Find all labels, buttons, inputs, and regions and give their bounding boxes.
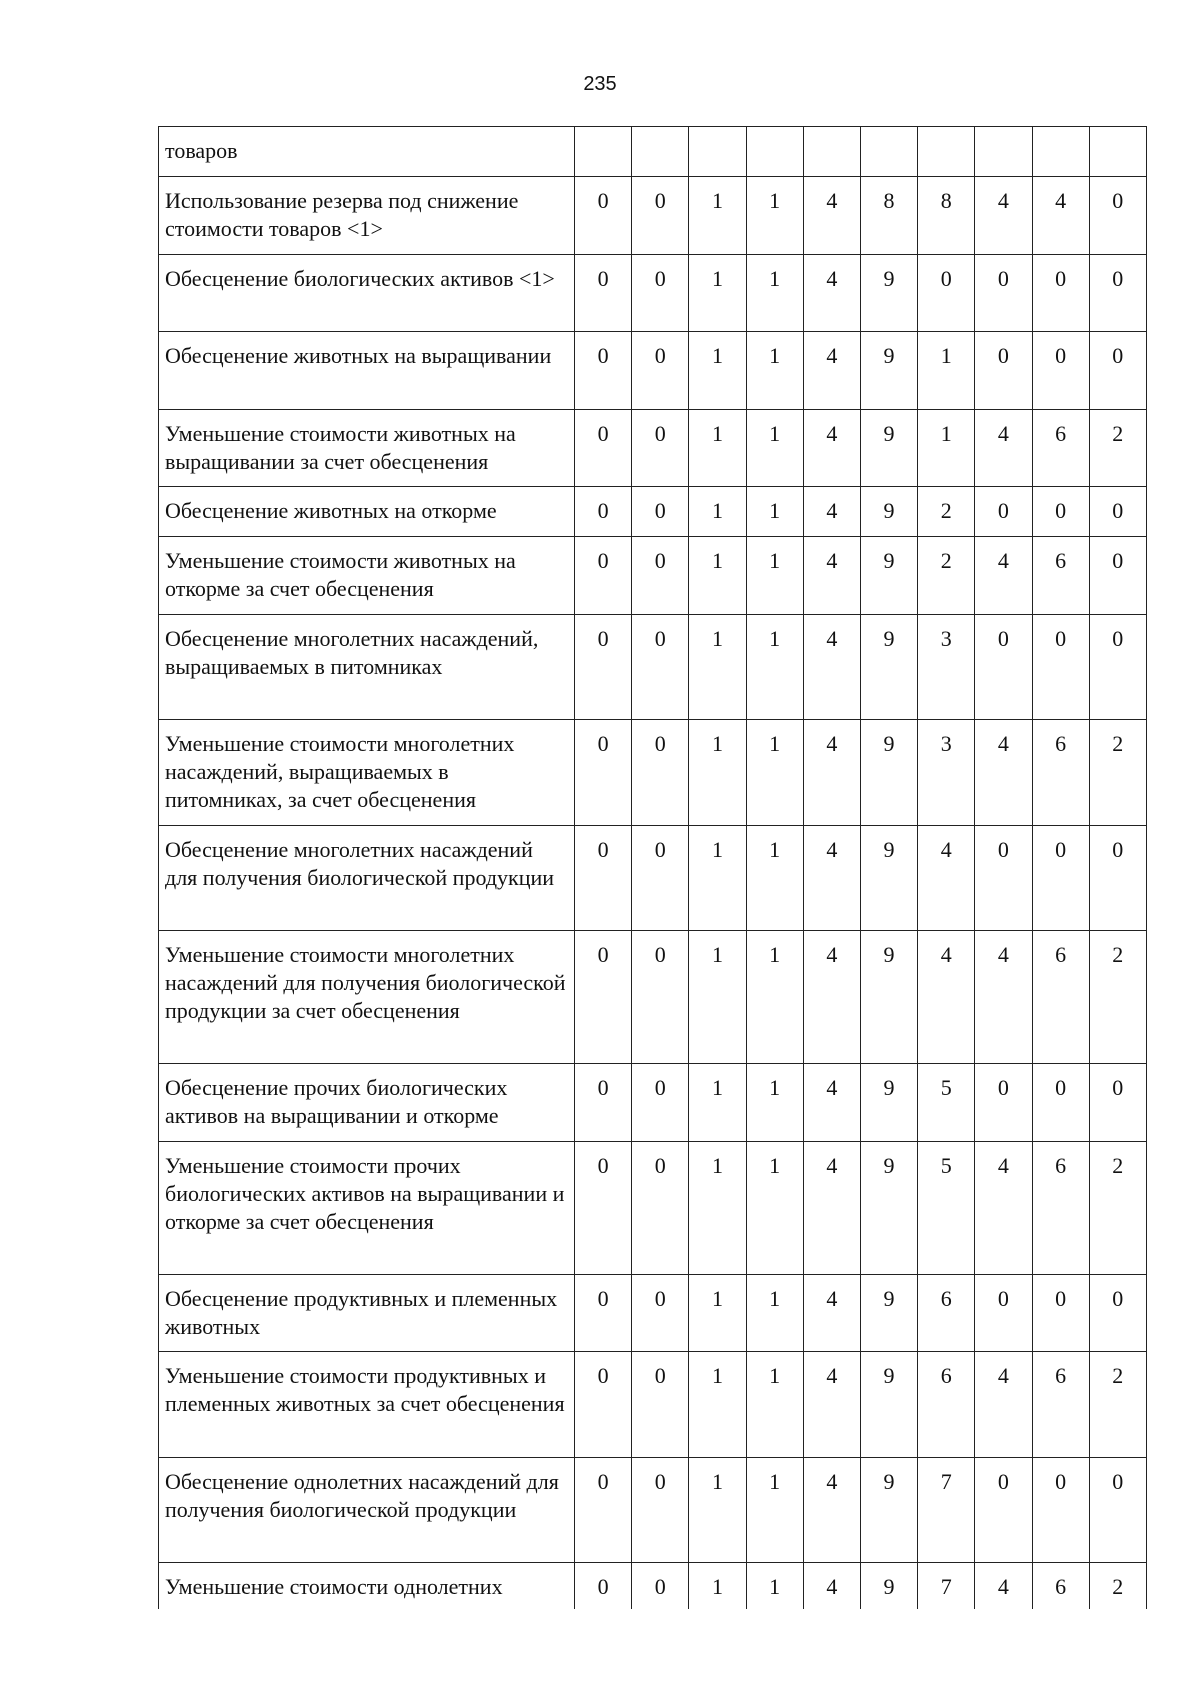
code-digit-cell: 1 bbox=[689, 1064, 746, 1142]
code-digit-cell: 0 bbox=[1089, 826, 1146, 931]
code-digit-cell: 0 bbox=[575, 826, 632, 931]
code-digit-cell: 6 bbox=[1032, 1563, 1089, 1609]
code-digit-cell: 4 bbox=[975, 720, 1032, 826]
code-digit-cell: 0 bbox=[632, 720, 689, 826]
code-digit-cell: 0 bbox=[575, 1458, 632, 1563]
code-digit-cell: 4 bbox=[803, 255, 860, 332]
code-digit-cell: 0 bbox=[1089, 332, 1146, 410]
code-digit-cell: 1 bbox=[689, 487, 746, 537]
table-body bbox=[159, 127, 1147, 1609]
code-digit-cell: 9 bbox=[860, 1458, 917, 1563]
code-digit-cell: 1 bbox=[746, 1064, 803, 1142]
code-digit-cell: 9 bbox=[860, 410, 917, 487]
code-digit-cell: 4 bbox=[803, 615, 860, 720]
code-digit-cell: 2 bbox=[1089, 1563, 1146, 1609]
code-digit-cell: 1 bbox=[918, 332, 975, 410]
table-row bbox=[159, 255, 1147, 332]
code-digit-cell: 0 bbox=[1089, 1458, 1146, 1563]
code-digit-cell: 0 bbox=[575, 410, 632, 487]
code-digit-cell: 0 bbox=[975, 332, 1032, 410]
code-digit-cell: 0 bbox=[632, 255, 689, 332]
code-digit-cell: 1 bbox=[918, 410, 975, 487]
code-digit-cell: 6 bbox=[1032, 1142, 1089, 1275]
row-label: Обесценение прочих биологических активов на выращивании и откорме bbox=[159, 1064, 575, 1142]
code-digit-cell: 4 bbox=[975, 410, 1032, 487]
code-digit-cell: 4 bbox=[1032, 177, 1089, 255]
code-digit-cell: 0 bbox=[975, 487, 1032, 537]
row-label: Обесценение многолетних насаждений для получения биологической продукции bbox=[159, 826, 575, 931]
code-digit-cell: 1 bbox=[746, 1563, 803, 1609]
code-digit-cell: 6 bbox=[1032, 931, 1089, 1064]
code-digit-cell: 0 bbox=[575, 1142, 632, 1275]
code-digit-cell: 7 bbox=[918, 1563, 975, 1609]
code-digit-cell: 0 bbox=[1089, 1064, 1146, 1142]
code-digit-cell: 1 bbox=[746, 1142, 803, 1275]
table-row bbox=[159, 615, 1147, 720]
table-row bbox=[159, 931, 1147, 1064]
code-digit-cell: 0 bbox=[1032, 615, 1089, 720]
code-digit-cell: 9 bbox=[860, 1352, 917, 1458]
code-digit-cell: 0 bbox=[575, 1563, 632, 1609]
code-digit-cell bbox=[746, 127, 803, 177]
code-digit-cell: 4 bbox=[803, 332, 860, 410]
code-digit-cell: 0 bbox=[1089, 537, 1146, 615]
code-digit-cell: 4 bbox=[803, 487, 860, 537]
code-digit-cell: 9 bbox=[860, 487, 917, 537]
code-digit-cell: 0 bbox=[632, 487, 689, 537]
code-digit-cell: 2 bbox=[1089, 1352, 1146, 1458]
code-digit-cell: 0 bbox=[632, 615, 689, 720]
code-digit-cell: 9 bbox=[860, 1142, 917, 1275]
code-digit-cell bbox=[575, 127, 632, 177]
code-digit-cell: 4 bbox=[918, 826, 975, 931]
code-digit-cell: 1 bbox=[746, 931, 803, 1064]
code-digit-cell: 0 bbox=[575, 931, 632, 1064]
code-digit-cell: 1 bbox=[746, 332, 803, 410]
code-digit-cell: 6 bbox=[1032, 537, 1089, 615]
table-row bbox=[159, 1064, 1147, 1142]
row-label: Обесценение животных на выращивании bbox=[159, 332, 575, 410]
code-digit-cell: 0 bbox=[632, 332, 689, 410]
table-row bbox=[159, 537, 1147, 615]
code-digit-cell bbox=[918, 127, 975, 177]
code-digit-cell: 1 bbox=[746, 615, 803, 720]
code-digit-cell: 0 bbox=[1032, 255, 1089, 332]
code-digit-cell: 9 bbox=[860, 615, 917, 720]
code-digit-cell: 4 bbox=[975, 1563, 1032, 1609]
row-label: Использование резерва под снижение стоимости товаров <1> bbox=[159, 177, 575, 255]
code-digit-cell: 0 bbox=[1089, 615, 1146, 720]
code-digit-cell: 4 bbox=[975, 537, 1032, 615]
code-digit-cell: 1 bbox=[689, 177, 746, 255]
code-digit-cell: 5 bbox=[918, 1142, 975, 1275]
code-digit-cell: 1 bbox=[746, 487, 803, 537]
code-digit-cell: 0 bbox=[575, 255, 632, 332]
code-digit-cell: 0 bbox=[632, 1275, 689, 1352]
code-digit-cell: 4 bbox=[975, 1352, 1032, 1458]
code-digit-cell: 0 bbox=[1032, 1458, 1089, 1563]
code-digit-cell: 6 bbox=[1032, 720, 1089, 826]
code-digit-cell: 7 bbox=[918, 1458, 975, 1563]
code-digit-cell: 9 bbox=[860, 537, 917, 615]
code-digit-cell: 0 bbox=[1032, 487, 1089, 537]
code-digit-cell: 4 bbox=[975, 1142, 1032, 1275]
code-digit-cell: 0 bbox=[632, 1458, 689, 1563]
code-digit-cell: 0 bbox=[575, 487, 632, 537]
code-digit-cell: 1 bbox=[746, 826, 803, 931]
table-row bbox=[159, 1142, 1147, 1275]
code-digit-cell: 1 bbox=[689, 1352, 746, 1458]
code-digit-cell: 0 bbox=[1089, 1275, 1146, 1352]
code-digit-cell: 0 bbox=[975, 255, 1032, 332]
code-digit-cell: 1 bbox=[689, 1142, 746, 1275]
code-digit-cell bbox=[632, 127, 689, 177]
code-digit-cell: 1 bbox=[746, 1275, 803, 1352]
code-digit-cell: 1 bbox=[746, 177, 803, 255]
code-digit-cell: 0 bbox=[1032, 1275, 1089, 1352]
code-digit-cell: 2 bbox=[1089, 410, 1146, 487]
code-digit-cell: 3 bbox=[918, 615, 975, 720]
code-digit-cell bbox=[1032, 127, 1089, 177]
code-digit-cell: 4 bbox=[803, 410, 860, 487]
code-digit-cell: 0 bbox=[632, 1563, 689, 1609]
code-digit-cell: 1 bbox=[689, 1458, 746, 1563]
code-digit-cell: 0 bbox=[1032, 1064, 1089, 1142]
code-digit-cell: 5 bbox=[918, 1064, 975, 1142]
code-digit-cell: 4 bbox=[803, 1563, 860, 1609]
code-digit-cell: 4 bbox=[975, 931, 1032, 1064]
code-digit-cell: 1 bbox=[689, 332, 746, 410]
row-label: Уменьшение стоимости многолетних насаждений для получения биологической продукции за счет обесценения bbox=[159, 931, 575, 1064]
code-digit-cell: 4 bbox=[803, 1064, 860, 1142]
code-digit-cell: 2 bbox=[1089, 1142, 1146, 1275]
code-digit-cell bbox=[975, 127, 1032, 177]
code-digit-cell: 0 bbox=[1032, 332, 1089, 410]
code-digit-cell: 4 bbox=[803, 1275, 860, 1352]
code-digit-cell: 0 bbox=[632, 826, 689, 931]
code-digit-cell: 0 bbox=[1032, 826, 1089, 931]
table-row bbox=[159, 1563, 1147, 1609]
code-digit-cell: 6 bbox=[1032, 410, 1089, 487]
code-digit-cell: 0 bbox=[975, 1458, 1032, 1563]
code-digit-cell: 1 bbox=[746, 1458, 803, 1563]
table-row bbox=[159, 177, 1147, 255]
code-digit-cell: 1 bbox=[746, 255, 803, 332]
code-digit-cell: 0 bbox=[632, 537, 689, 615]
code-digit-cell bbox=[1089, 127, 1146, 177]
row-label: Обесценение животных на откорме bbox=[159, 487, 575, 537]
code-digit-cell: 4 bbox=[918, 931, 975, 1064]
code-digit-cell: 4 bbox=[803, 1142, 860, 1275]
code-digit-cell: 3 bbox=[918, 720, 975, 826]
code-digit-cell: 0 bbox=[575, 537, 632, 615]
code-digit-cell: 0 bbox=[575, 720, 632, 826]
code-digit-cell: 0 bbox=[632, 1142, 689, 1275]
code-digit-cell: 9 bbox=[860, 1563, 917, 1609]
code-digit-cell: 6 bbox=[1032, 1352, 1089, 1458]
code-digit-cell: 0 bbox=[1089, 255, 1146, 332]
code-digit-cell bbox=[860, 127, 917, 177]
row-label: Обесценение продуктивных и племенных животных bbox=[159, 1275, 575, 1352]
code-digit-cell: 4 bbox=[803, 537, 860, 615]
code-digit-cell: 0 bbox=[575, 332, 632, 410]
code-digit-cell: 2 bbox=[1089, 931, 1146, 1064]
code-digit-cell: 8 bbox=[918, 177, 975, 255]
table-row bbox=[159, 127, 1147, 177]
code-digit-cell: 0 bbox=[632, 931, 689, 1064]
table-row bbox=[159, 826, 1147, 931]
row-label: Уменьшение стоимости многолетних насаждений, выращиваемых в питомниках, за счет обесценения bbox=[159, 720, 575, 826]
code-digit-cell: 1 bbox=[689, 255, 746, 332]
code-digit-cell: 2 bbox=[1089, 720, 1146, 826]
code-digit-cell: 9 bbox=[860, 255, 917, 332]
code-digit-cell: 0 bbox=[575, 1064, 632, 1142]
code-digit-cell: 9 bbox=[860, 720, 917, 826]
code-digit-cell: 9 bbox=[860, 826, 917, 931]
code-digit-cell: 0 bbox=[632, 1352, 689, 1458]
code-digit-cell: 6 bbox=[918, 1275, 975, 1352]
code-digit-cell: 0 bbox=[975, 826, 1032, 931]
table-row bbox=[159, 332, 1147, 410]
row-label: Уменьшение стоимости животных на выращивании за счет обесценения bbox=[159, 410, 575, 487]
code-digit-cell: 0 bbox=[1089, 177, 1146, 255]
code-digit-cell: 0 bbox=[632, 177, 689, 255]
code-digit-cell: 4 bbox=[975, 177, 1032, 255]
account-codes-table bbox=[158, 126, 1147, 1609]
code-digit-cell: 1 bbox=[689, 615, 746, 720]
code-digit-cell: 0 bbox=[575, 1275, 632, 1352]
row-label: Уменьшение стоимости прочих биологических активов на выращивании и откорме за счет обесценения bbox=[159, 1142, 575, 1275]
table-row bbox=[159, 720, 1147, 826]
code-digit-cell: 1 bbox=[689, 410, 746, 487]
code-digit-cell: 4 bbox=[803, 720, 860, 826]
row-label: товаров bbox=[159, 127, 575, 177]
code-digit-cell: 4 bbox=[803, 931, 860, 1064]
code-digit-cell: 1 bbox=[689, 720, 746, 826]
code-digit-cell: 9 bbox=[860, 1275, 917, 1352]
code-digit-cell: 1 bbox=[746, 720, 803, 826]
table-row bbox=[159, 1352, 1147, 1458]
row-label: Уменьшение стоимости продуктивных и племенных животных за счет обесценения bbox=[159, 1352, 575, 1458]
code-digit-cell: 4 bbox=[803, 826, 860, 931]
code-digit-cell: 0 bbox=[575, 1352, 632, 1458]
row-label: Обесценение однолетних насаждений для получения биологической продукции bbox=[159, 1458, 575, 1563]
code-digit-cell: 9 bbox=[860, 332, 917, 410]
row-label: Уменьшение стоимости животных на откорме за счет обесценения bbox=[159, 537, 575, 615]
code-digit-cell: 1 bbox=[689, 1563, 746, 1609]
code-digit-cell: 6 bbox=[918, 1352, 975, 1458]
page-number: 235 bbox=[583, 73, 617, 95]
table-row bbox=[159, 1275, 1147, 1352]
code-digit-cell: 9 bbox=[860, 1064, 917, 1142]
code-digit-cell: 1 bbox=[689, 826, 746, 931]
code-digit-cell bbox=[803, 127, 860, 177]
code-digit-cell: 4 bbox=[803, 1458, 860, 1563]
table-row bbox=[159, 487, 1147, 537]
code-digit-cell: 0 bbox=[918, 255, 975, 332]
code-digit-cell: 1 bbox=[689, 537, 746, 615]
code-digit-cell: 0 bbox=[632, 1064, 689, 1142]
code-digit-cell: 1 bbox=[746, 537, 803, 615]
code-digit-cell: 4 bbox=[803, 1352, 860, 1458]
code-digit-cell: 2 bbox=[918, 487, 975, 537]
code-digit-cell: 0 bbox=[632, 410, 689, 487]
row-label: Уменьшение стоимости однолетних bbox=[159, 1563, 575, 1609]
code-digit-cell: 1 bbox=[689, 931, 746, 1064]
code-digit-cell: 9 bbox=[860, 931, 917, 1064]
row-label: Обесценение биологических активов <1> bbox=[159, 255, 575, 332]
table-row bbox=[159, 410, 1147, 487]
code-digit-cell: 1 bbox=[746, 1352, 803, 1458]
code-digit-cell: 0 bbox=[975, 1064, 1032, 1142]
row-label: Обесценение многолетних насаждений, выращиваемых в питомниках bbox=[159, 615, 575, 720]
code-digit-cell: 1 bbox=[746, 410, 803, 487]
code-digit-cell: 0 bbox=[575, 177, 632, 255]
code-digit-cell: 4 bbox=[803, 177, 860, 255]
table-row bbox=[159, 1458, 1147, 1563]
code-digit-cell: 0 bbox=[975, 615, 1032, 720]
code-digit-cell: 8 bbox=[860, 177, 917, 255]
code-digit-cell: 0 bbox=[975, 1275, 1032, 1352]
code-digit-cell: 0 bbox=[575, 615, 632, 720]
code-digit-cell: 0 bbox=[1089, 487, 1146, 537]
code-digit-cell: 1 bbox=[689, 1275, 746, 1352]
code-digit-cell bbox=[689, 127, 746, 177]
code-digit-cell: 2 bbox=[918, 537, 975, 615]
